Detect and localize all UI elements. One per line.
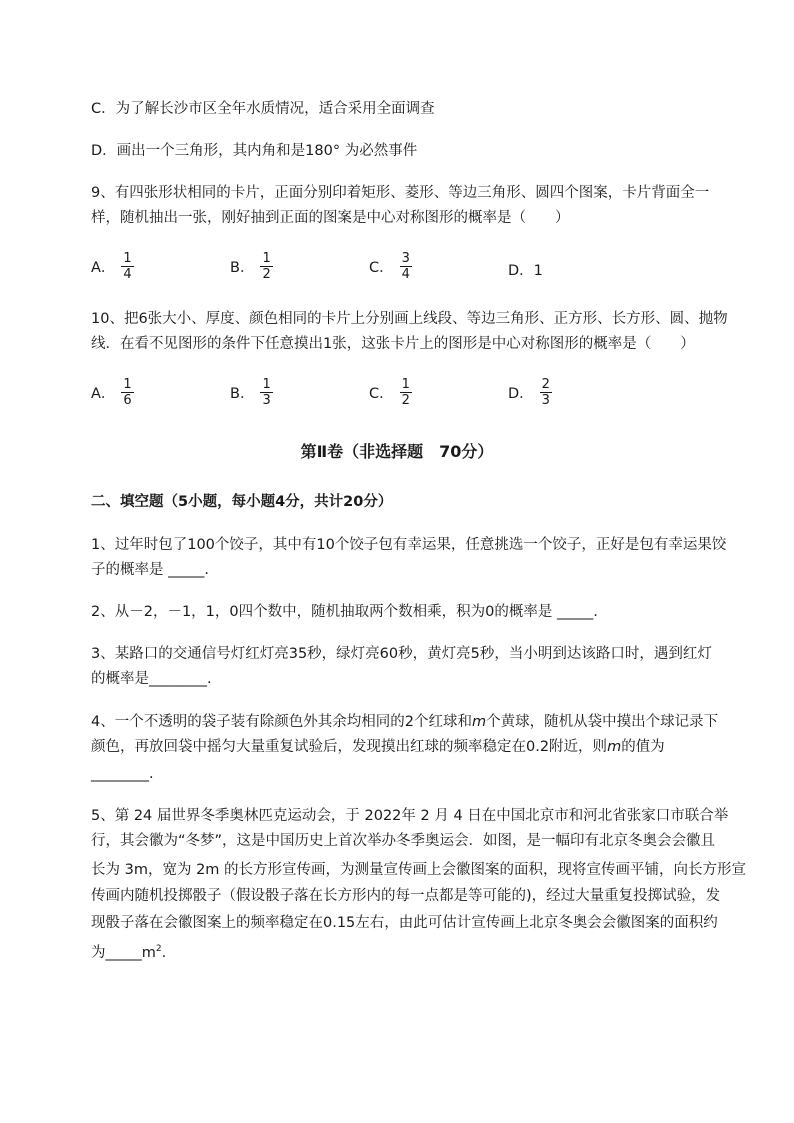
fill5-line1: 5、第 24 届世界冬季奥林匹克运动会，于 2022年 2 月 4 日在中国北京市和河北省张家口市联合举 bbox=[91, 808, 729, 824]
option-label: D． bbox=[508, 386, 534, 402]
numerator: 1 bbox=[401, 377, 410, 392]
numerator: 2 bbox=[541, 377, 550, 392]
fraction bbox=[121, 377, 133, 408]
q10-option-d bbox=[508, 377, 552, 408]
fill5-line6-text-b: . bbox=[161, 944, 167, 961]
q10-option-c bbox=[369, 377, 412, 408]
q10-stem-line2: 线．在看不见图形的条件下任意摸出1张，这张卡片上的图形是中心对称图形的概率是（ ） bbox=[91, 336, 695, 352]
fill4-line2 bbox=[91, 737, 665, 757]
section2-heading: 二、填空题（5小题，每小题4分，共计20分） bbox=[91, 494, 393, 510]
fill4-line2-text-a: 颜色，再放回袋中摇匀大量重复试验后，发现摸出红球的频率稳定在0.2附近，则 bbox=[91, 739, 608, 755]
q9-option-a bbox=[91, 251, 134, 282]
fraction bbox=[121, 251, 133, 282]
numerator: 1 bbox=[123, 377, 132, 392]
fill5-line4: 传画内随机投掷骰子（假设骰子落在长方形内的每一点都是等可能的)，经过大量重复投掷试验，发 bbox=[91, 888, 721, 904]
denominator: 4 bbox=[401, 267, 410, 282]
numerator: 3 bbox=[401, 251, 410, 266]
q10-stem-line1: 10、把6张大小、厚度、颜色相同的卡片上分别画上线段、等边三角形、正方形、长方形、圆、抛物 bbox=[91, 311, 728, 327]
fill3-line1: 3、某路口的交通信号灯红灯亮35秒，绿灯亮60秒，黄灯亮5秒，当小明到达该路口时，遇到红灯 bbox=[91, 646, 712, 662]
fraction bbox=[400, 251, 412, 282]
fraction bbox=[540, 377, 552, 408]
q9-stem-line2: 样，随机抽出一张，刚好抽到正面的图案是中心对称图形的概率是（ ） bbox=[91, 210, 570, 226]
denominator: 3 bbox=[262, 393, 271, 408]
option-label: B． bbox=[230, 260, 255, 276]
option-label: D．1 bbox=[508, 263, 543, 279]
fill4-line2-text-b: 的值为 bbox=[621, 739, 665, 755]
fraction bbox=[260, 377, 272, 408]
option-label: C． bbox=[369, 260, 394, 276]
option-label: A． bbox=[91, 260, 116, 276]
q9-option-c bbox=[369, 251, 412, 282]
fill1-line1: 1、过年时包了100个饺子，其中有10个饺子包有幸运果，任意挑选一个饺子，正好是包有幸运果饺 bbox=[91, 537, 727, 553]
fill5-line5: 现骰子落在会徽图案上的频率稳定在0.15左右，由此可估计宣传画上北京冬奥会会徽图案的面积约 bbox=[91, 915, 718, 931]
denominator: 6 bbox=[123, 393, 132, 408]
fill4-line1-text-a: 4、一个不透明的袋子装有除颜色外其余均相同的2个红球和 bbox=[91, 714, 472, 730]
fill5-line2: 行，其会徽为“冬梦”，这是中国历史上首次举办冬季奥运会．如图，是一幅印有北京冬奥会会徽且 bbox=[91, 833, 716, 849]
numerator: 1 bbox=[262, 251, 271, 266]
fill4-line3: ________. bbox=[91, 766, 154, 782]
fraction bbox=[260, 251, 272, 282]
numerator: 1 bbox=[262, 377, 271, 392]
denominator: 3 bbox=[541, 393, 550, 408]
numerator: 1 bbox=[123, 251, 132, 266]
option-label: A． bbox=[91, 386, 116, 402]
fill1-line2: 子的概率是 _____. bbox=[91, 562, 209, 578]
q9-stem-line1: 9、有四张形状相同的卡片，正面分别印着矩形、菱形、等边三角形、圆四个图案，卡片背面全一 bbox=[91, 185, 710, 201]
fill4-line1 bbox=[91, 712, 718, 732]
option-label: B． bbox=[230, 386, 255, 402]
q9-option-b bbox=[230, 251, 273, 282]
fill5-line6-text-a: 为_____m bbox=[91, 944, 156, 961]
fill5-line6 bbox=[91, 939, 166, 963]
fill3-line2: 的概率是________. bbox=[91, 671, 212, 687]
variable-m: m bbox=[471, 714, 487, 730]
fill4-line1-text-b: 个黄球，随机从袋中摸出个球记录下 bbox=[486, 714, 719, 730]
part2-title: 第Ⅱ卷（非选择题 70分） bbox=[300, 442, 494, 461]
option-label: C． bbox=[369, 386, 394, 402]
fill2-line1: 2、从－2，－1，1，0四个数中，随机抽取两个数相乘，积为0的概率是 _____. bbox=[91, 604, 598, 620]
q10-option-b bbox=[230, 377, 273, 408]
denominator: 2 bbox=[401, 393, 410, 408]
q8-option-c: C．为了解长沙市区全年水质情况，适合采用全面调查 bbox=[91, 101, 435, 117]
fill5-line3: 长为 3m，宽为 2m 的长方形宣传画，为测量宣传画上会徽图案的面积，现将宣传画平铺，向长方形宣 bbox=[91, 862, 747, 878]
q8-option-d: D．画出一个三角形，其内角和是180° 为必然事件 bbox=[91, 143, 418, 159]
q9-option-d bbox=[508, 259, 543, 280]
denominator: 4 bbox=[123, 267, 132, 282]
superscript: 2 bbox=[155, 944, 162, 954]
fraction bbox=[400, 377, 412, 408]
denominator: 2 bbox=[262, 267, 271, 282]
q10-option-a bbox=[91, 377, 134, 408]
variable-m: m bbox=[607, 739, 622, 755]
